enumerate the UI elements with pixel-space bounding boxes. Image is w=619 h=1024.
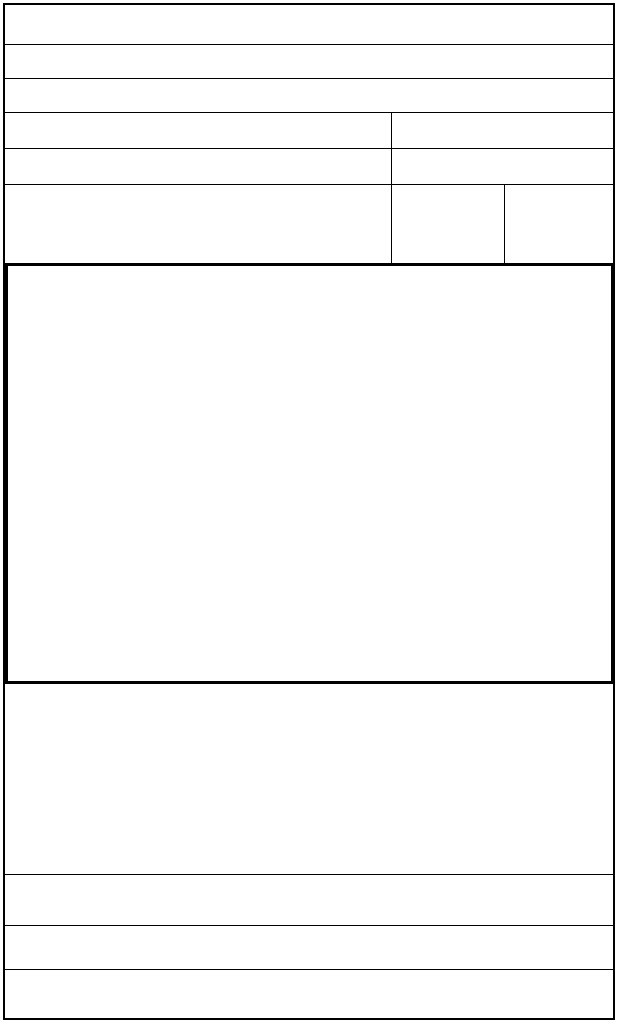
calories-from-fat-label — [9, 149, 389, 184]
not-established-row — [5, 926, 613, 970]
nutrition-label — [3, 3, 615, 1020]
column-header-blank — [9, 185, 389, 265]
nutrient-table-border — [5, 263, 614, 684]
calories-row — [5, 113, 613, 149]
amount-per-serving-header — [391, 185, 504, 265]
daily-value-footnote — [5, 875, 613, 925]
allergen-statement — [5, 970, 613, 1020]
calories-value — [391, 113, 615, 148]
serving-size-row — [5, 45, 613, 79]
servings-per-package — [9, 79, 609, 112]
calories-from-fat-value — [391, 149, 615, 184]
daily-value-header — [504, 185, 615, 265]
title-row — [5, 5, 613, 45]
serving-size — [9, 45, 609, 78]
allergen-row — [5, 970, 613, 1020]
column-header-row — [5, 185, 613, 265]
calories-from-fat-row — [5, 149, 613, 185]
servings-per-package-row — [5, 79, 613, 113]
not-established-footnote — [5, 926, 613, 969]
label-title — [5, 5, 613, 44]
daily-value-note-row — [5, 874, 613, 926]
calories-label — [9, 113, 389, 148]
